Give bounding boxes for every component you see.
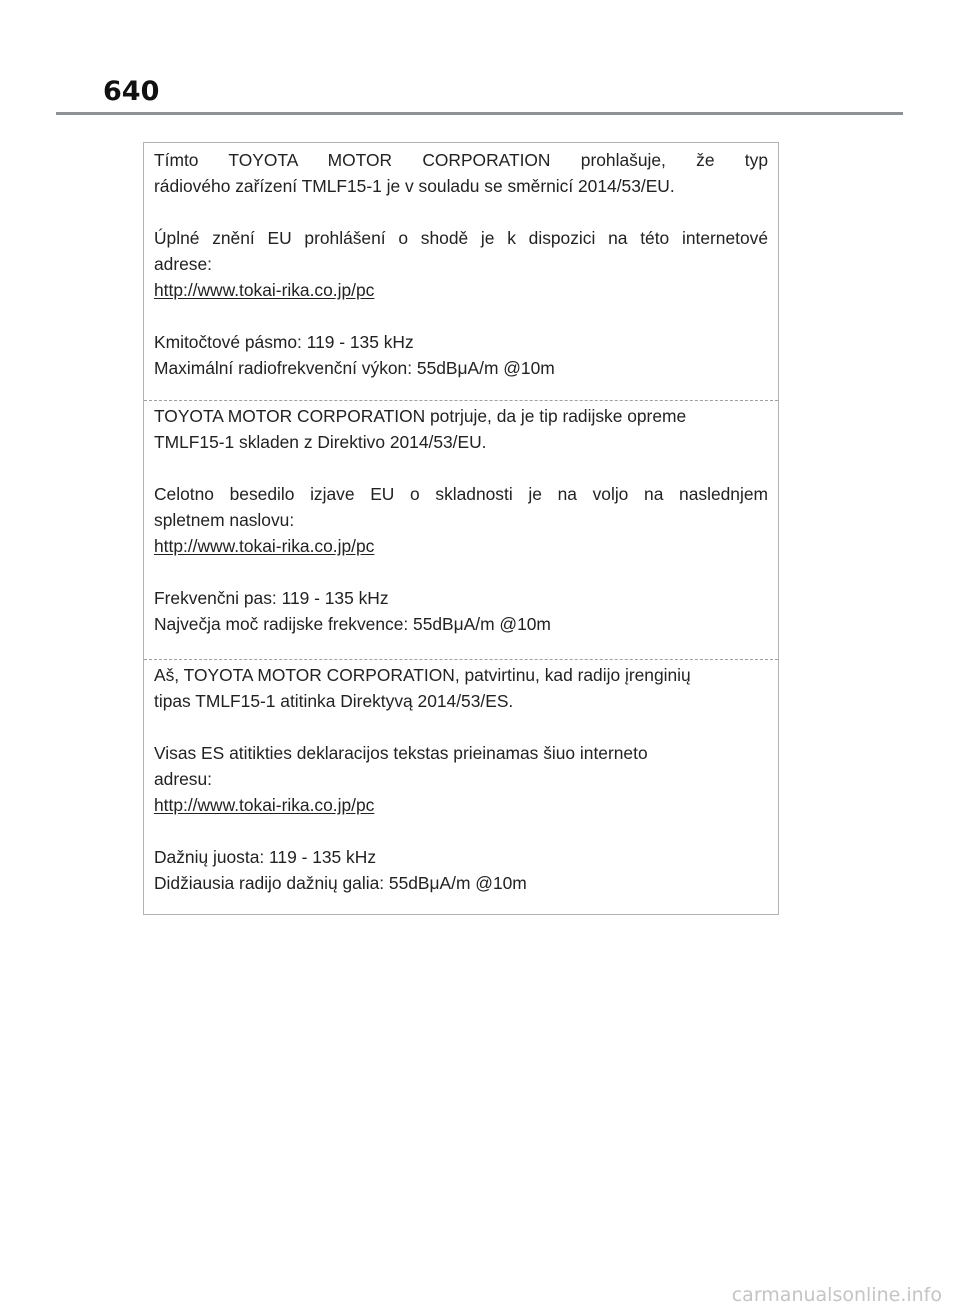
header-divider <box>56 112 903 115</box>
declaration-line: rádiového zařízení TMLF15-1 je v souladu se směrnicí 2014/53/EU. <box>154 176 675 196</box>
declaration-line: Visas ES atitikties deklaracijos tekstas prieinamas šiuo interneto <box>154 743 648 763</box>
declaration-url-link[interactable]: http://www.tokai-rika.co.jp/pc <box>154 795 375 815</box>
declaration-line: adrese: <box>154 254 213 274</box>
declaration-line: adresu: <box>154 769 213 789</box>
frequency-band-line: Dažnių juosta: 119 - 135 kHz <box>154 847 377 867</box>
max-power-line: Maximální radiofrekvenční výkon: 55dBμA/m @10m <box>154 358 555 378</box>
declaration-block-slovenian <box>144 401 778 660</box>
declaration-url-link[interactable]: http://www.tokai-rika.co.jp/pc <box>154 280 375 300</box>
declaration-url-link[interactable]: http://www.tokai-rika.co.jp/pc <box>154 536 375 556</box>
declaration-line: Aš, TOYOTA MOTOR CORPORATION, patvirtinu, kad radijo įrenginių <box>154 665 691 685</box>
declaration-line: Celotno besedilo izjave EU o skladnosti je na voljo na naslednjem <box>154 484 768 504</box>
declaration-line: spletnem naslovu: <box>154 510 295 530</box>
declaration-line: tipas TMLF15-1 atitinka Direktyvą 2014/53/ES. <box>154 691 514 711</box>
declaration-table <box>143 142 779 915</box>
max-power-line: Didžiausia radijo dažnių galia: 55dBμA/m @10m <box>154 873 527 893</box>
declaration-line: Tímto TOYOTA MOTOR CORPORATION prohlašuje, že typ <box>154 150 768 170</box>
declaration-block-czech <box>144 143 778 401</box>
page-number: 640 <box>103 76 160 107</box>
declaration-line: Úplné znění EU prohlášení o shodě je k dispozici na této internetové <box>154 228 768 248</box>
watermark: carmanualsonline.info <box>731 1284 942 1306</box>
frequency-band-line: Kmitočtové pásmo: 119 - 135 kHz <box>154 332 414 352</box>
declaration-line: TMLF15-1 skladen z Direktivo 2014/53/EU. <box>154 432 487 452</box>
max-power-line: Največja moč radijske frekvence: 55dBμA/m @10m <box>154 614 551 634</box>
frequency-band-line: Frekvenčni pas: 119 - 135 kHz <box>154 588 389 608</box>
declaration-block-lithuanian <box>144 660 778 914</box>
declaration-line: TOYOTA MOTOR CORPORATION potrjuje, da je tip radijske opreme <box>154 406 687 426</box>
